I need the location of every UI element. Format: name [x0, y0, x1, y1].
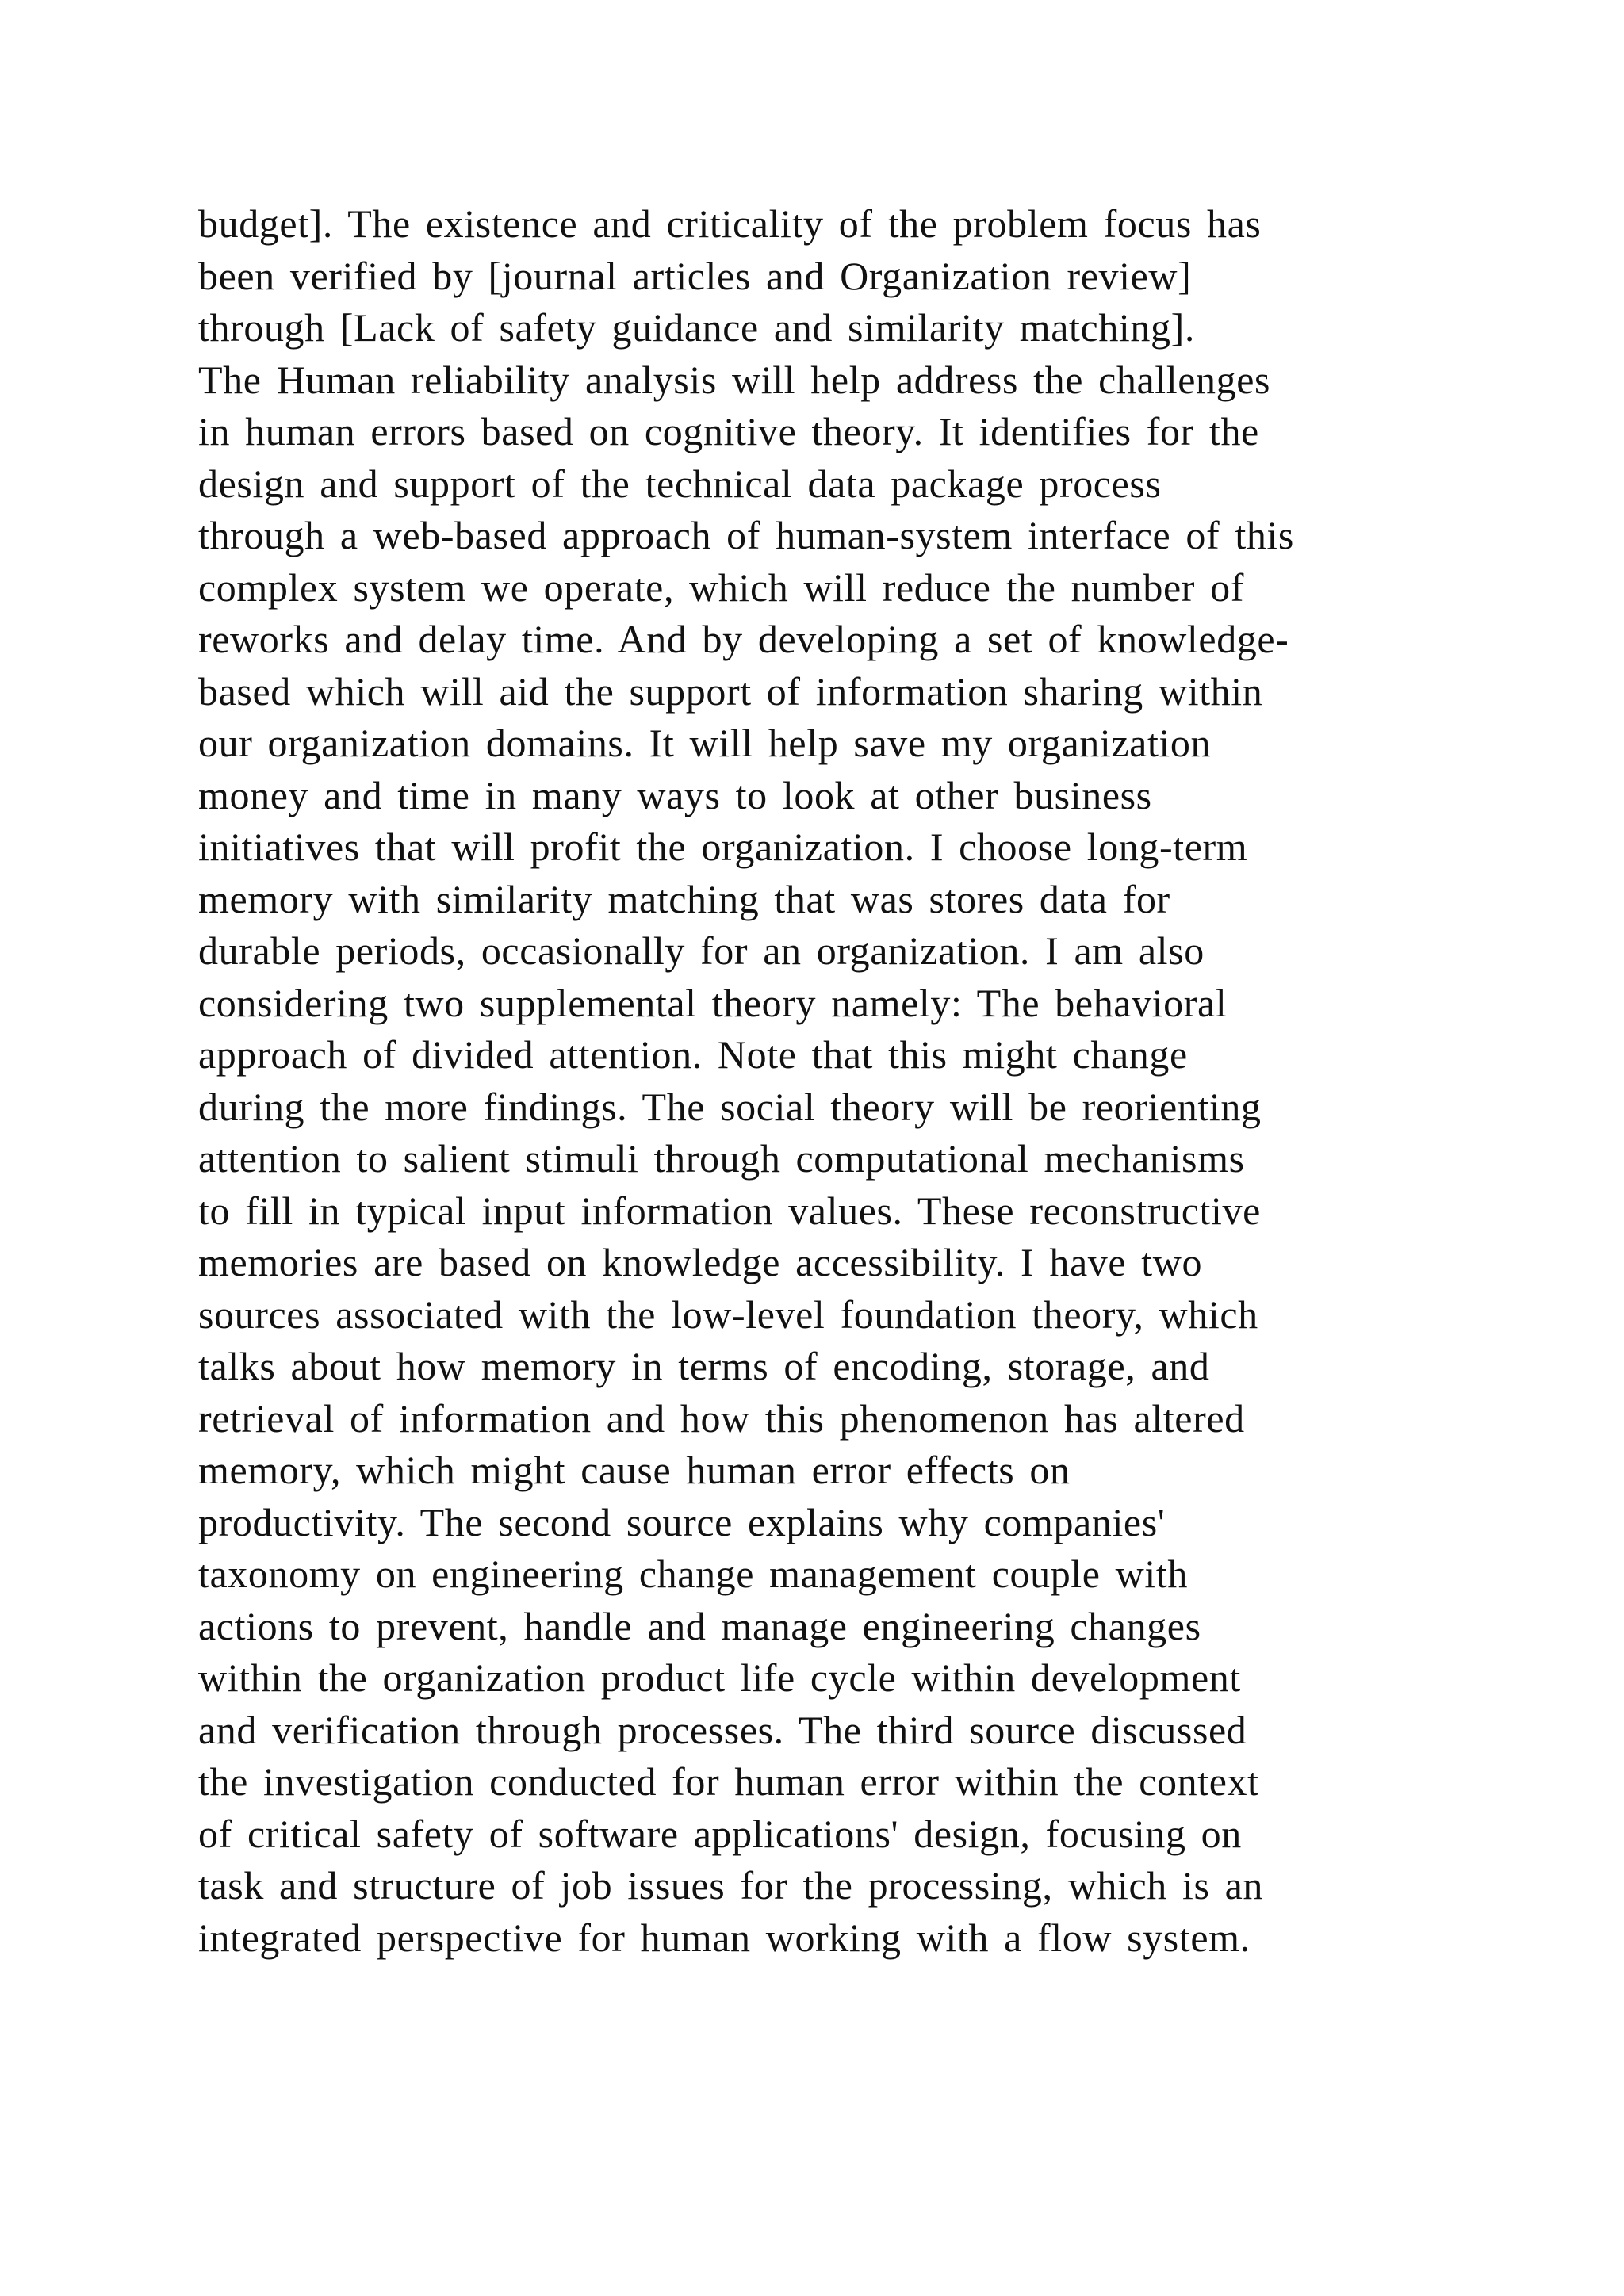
text-line: integrated perspective for human working with a flow system.	[198, 1915, 1251, 1960]
text-line: budget]. The existence and criticality of the problem focus has	[198, 201, 1262, 246]
text-line: memory, which might cause human error effects on	[198, 1448, 1071, 1492]
text-line: to fill in typical input information values. These reconstructive	[198, 1188, 1261, 1233]
text-line: sources associated with the low-level foundation theory, which	[198, 1292, 1258, 1337]
text-line: taxonomy on engineering change management couple with	[198, 1552, 1188, 1596]
text-line: complex system we operate, which will reduce the number of	[198, 564, 1244, 610]
text-line: memories are based on knowledge accessibility. I have two	[198, 1240, 1203, 1284]
text-line: the investigation conducted for human error within the context	[198, 1759, 1259, 1804]
text-line: been verified by [journal articles and Organization review]	[198, 253, 1192, 298]
text-line: our organization domains. It will help save my organization	[198, 721, 1212, 765]
text-line: durable periods, occasionally for an organization. I am also	[198, 928, 1205, 973]
text-line: based which will aid the support of information sharing within	[198, 668, 1263, 714]
text-line: and verification through processes. The third source discussed	[198, 1707, 1247, 1752]
text-line: The Human reliability analysis will help address the challenges	[198, 357, 1271, 402]
text-line: during the more findings. The social theory will be reorienting	[198, 1084, 1262, 1129]
text-line: talks about how memory in terms of encoding, storage, and	[198, 1344, 1210, 1388]
text-line: through a web-based approach of human-system interface of this	[198, 513, 1294, 557]
text-line: through [Lack of safety guidance and similarity matching].	[198, 305, 1195, 350]
text-line: productivity. The second source explains why companies'	[198, 1499, 1166, 1544]
text-line: attention to salient stimuli through computational mechanisms	[198, 1136, 1245, 1181]
text-line: money and time in many ways to look at other business	[198, 772, 1152, 817]
text-line: of critical safety of software applications' design, focusing on	[198, 1811, 1242, 1856]
text-line: reworks and delay time. And by developing a set of knowledge-	[198, 617, 1289, 661]
text-line: within the organization product life cycle within development	[198, 1655, 1241, 1700]
text-line: considering two supplemental theory namely: The behavioral	[198, 980, 1228, 1025]
text-line: memory with similarity matching that was stores data for	[198, 876, 1170, 921]
text-line: approach of divided attention. Note that this might change	[198, 1032, 1188, 1077]
text-line: design and support of the technical data package process	[198, 461, 1162, 506]
text-line: actions to prevent, handle and manage engineering changes	[198, 1603, 1201, 1648]
body-text	[198, 198, 1467, 1964]
text-line: task and structure of job issues for the processing, which is an	[198, 1863, 1264, 1908]
text-line: retrieval of information and how this phenomenon has altered	[198, 1395, 1245, 1441]
text-line: initiatives that will profit the organization. I choose long-term	[198, 825, 1248, 869]
text-line: in human errors based on cognitive theory. It identifies for the	[198, 409, 1259, 453]
